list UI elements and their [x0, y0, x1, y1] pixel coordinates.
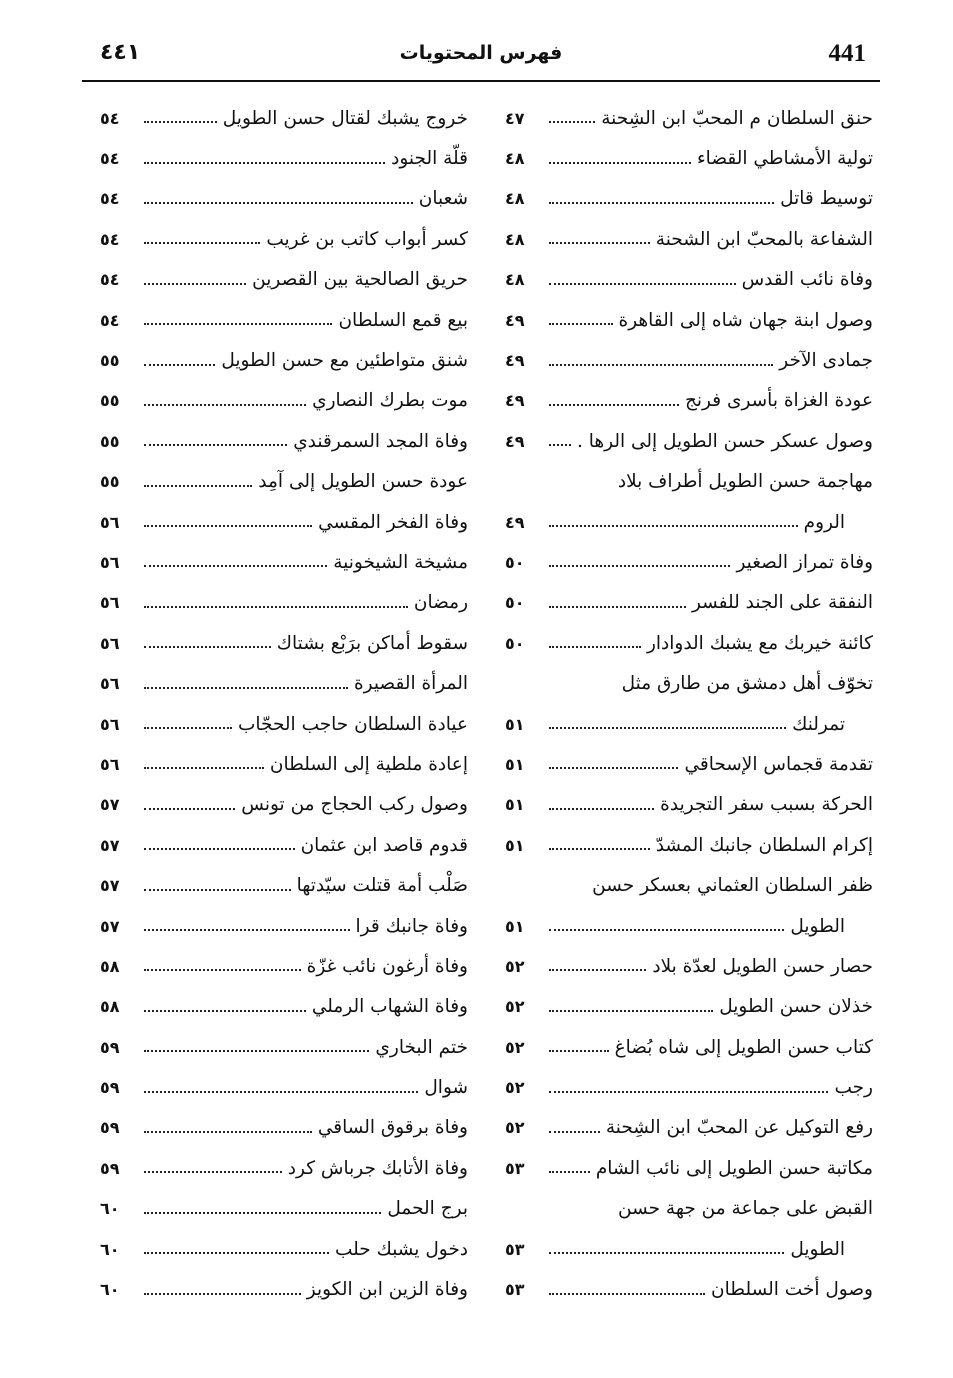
dot-leader	[144, 565, 327, 567]
toc-entry	[505, 219, 873, 259]
toc-entry-page: ٥٦	[100, 714, 120, 734]
dot-leader	[549, 1010, 713, 1012]
toc-entry-title: شوال	[424, 1077, 468, 1099]
toc-entry-page: ٥٩	[100, 1158, 120, 1178]
toc-entry-title: إكرام السلطان جانبك المشدّ	[655, 834, 873, 856]
toc-entry-title: رمضان	[413, 592, 468, 614]
toc-entry-title: دخول يشبك حلب	[335, 1238, 468, 1260]
toc-entry-page: ٥٦	[100, 754, 120, 774]
toc-entry	[100, 138, 468, 178]
toc-entry	[505, 987, 873, 1027]
dot-leader	[144, 1212, 381, 1214]
dot-leader	[144, 848, 295, 850]
toc-column-right	[505, 98, 873, 1310]
toc-entry	[505, 340, 873, 380]
toc-entry-page: ٤٩	[505, 351, 525, 371]
toc-entry-title: توسيط قاتل	[780, 188, 873, 210]
dot-leader	[144, 202, 413, 204]
toc-entry-page: ٥٣	[505, 1280, 525, 1300]
dot-leader	[144, 283, 246, 285]
toc-entry-title: برج الحمل	[387, 1198, 468, 1220]
toc-entry	[100, 825, 468, 865]
toc-entry-page: ٥٢	[505, 1078, 525, 1098]
toc-entry-page: ٥٠	[505, 552, 525, 572]
toc-column-left	[100, 98, 468, 1310]
toc-entry-page: ٥٤	[100, 310, 120, 330]
toc-entry	[505, 502, 873, 542]
toc-entry-title: وفاة برقوق الساقي	[317, 1117, 468, 1139]
toc-entry-title: كتاب حسن الطويل إلى شاه بُضاغ	[614, 1036, 873, 1058]
toc-entry-page: ٥٦	[100, 593, 120, 613]
toc-entry-page: ٥٦	[100, 512, 120, 532]
toc-entry	[100, 421, 468, 461]
dot-leader	[144, 1010, 306, 1012]
toc-entry	[100, 1229, 468, 1269]
toc-entry-title: جمادى الآخر	[779, 350, 873, 372]
toc-entry-title: الحركة بسبب سفر التجريدة	[660, 794, 873, 816]
toc-entry	[100, 744, 468, 784]
dot-leader	[144, 727, 232, 729]
toc-entry	[100, 1108, 468, 1148]
dot-leader	[549, 606, 686, 608]
toc-entry-page: ٥٢	[505, 956, 525, 976]
toc-entry-title: بيع قمع السلطان	[338, 309, 468, 331]
toc-entry-title: وصول ركب الحجاج من تونس	[241, 794, 468, 816]
dot-leader	[549, 646, 641, 648]
dot-leader	[549, 404, 679, 406]
toc-entry-page: ٥٩	[100, 1037, 120, 1057]
toc-entry-page: ٥٢	[505, 1037, 525, 1057]
toc-entry-title: وفاة الزين ابن الكويز	[306, 1279, 468, 1301]
toc-entry-title: خروج يشبك لقتال حسن الطويل	[222, 107, 468, 129]
dot-leader	[144, 606, 408, 608]
toc-entry	[505, 98, 873, 138]
toc-entry	[505, 1148, 873, 1188]
toc-entry	[505, 138, 873, 178]
toc-entry	[100, 1148, 468, 1188]
toc-entry-page: ٥٧	[100, 876, 120, 896]
dot-leader	[549, 1091, 828, 1093]
toc-entry	[100, 785, 468, 825]
dot-leader	[549, 1131, 600, 1133]
toc-entry	[100, 623, 468, 663]
toc-entry-page: ٥٣	[505, 1239, 525, 1259]
dot-leader	[549, 444, 571, 446]
dot-leader	[549, 1050, 609, 1052]
dot-leader	[549, 808, 654, 810]
toc-entry-title: سقوط أماكن برَبْع بشتاك	[276, 632, 468, 654]
toc-entry-page: ٥٧	[100, 795, 120, 815]
toc-entry-title: وفاة الأتابك جرباش كرد	[287, 1157, 468, 1179]
toc-entry-page: ٥٦	[100, 633, 120, 653]
dot-leader	[144, 444, 287, 446]
toc-entry	[505, 1189, 873, 1229]
dot-leader	[144, 929, 350, 931]
toc-entry-page: ٥٩	[100, 1118, 120, 1138]
toc-entry-title: وفاة المجد السمرقندي	[293, 430, 468, 452]
toc-entry-title: قدوم قاصد ابن عثمان	[300, 834, 468, 856]
toc-entry	[100, 381, 468, 421]
page-number-arabic: ٤٤١	[100, 40, 141, 65]
dot-leader	[144, 767, 264, 769]
toc-entry-page: ٥٥	[100, 431, 120, 451]
toc-entry-page: ٥٧	[100, 916, 120, 936]
toc-entry	[100, 502, 468, 542]
toc-entry-title: مشيخة الشيخونية	[333, 551, 468, 573]
toc-entry	[505, 744, 873, 784]
toc-entry-title: حصار حسن الطويل لعدّة بلاد	[652, 955, 873, 977]
toc-entry-title: شعبان	[418, 188, 468, 210]
dot-leader	[144, 364, 215, 366]
toc-entry-title: كسر أبواب كاتب بن غريب	[266, 228, 468, 250]
toc-entry-title: عودة الغزاة بأسرى فرنج	[684, 390, 873, 412]
dot-leader	[144, 808, 235, 810]
toc-entry-title: وفاة تمراز الصغير	[736, 551, 873, 573]
toc-entry	[100, 704, 468, 744]
toc-entry-title: وفاة الشهاب الرملي	[311, 996, 468, 1018]
dot-leader	[549, 1252, 784, 1254]
toc-entry-page: ٥٥	[100, 351, 120, 371]
dot-leader	[549, 565, 730, 567]
toc-entry-title: الشفاعة بالمحبّ ابن الشحنة	[655, 228, 873, 250]
toc-entry-page: ٤٩	[505, 512, 525, 532]
dot-leader	[549, 929, 784, 931]
toc-entry-page: ٥٠	[505, 633, 525, 653]
dot-leader	[549, 162, 691, 164]
toc-entry	[100, 1027, 468, 1067]
header-rule	[82, 80, 880, 82]
toc-entry	[505, 421, 873, 461]
dot-leader	[144, 323, 332, 325]
toc-entry-page: ٥٨	[100, 997, 120, 1017]
dot-leader	[144, 162, 385, 164]
toc-entry	[100, 1269, 468, 1309]
toc-entry-page: ٤٨	[505, 149, 525, 169]
toc-entry	[505, 542, 873, 582]
toc-entry-title: صَلْب أمة قتلت سيّدتها	[296, 875, 468, 897]
toc-entry	[505, 946, 873, 986]
toc-entry-title: عيادة السلطان حاجب الحجّاب	[237, 713, 468, 735]
toc-entry	[100, 583, 468, 623]
dot-leader	[144, 242, 260, 244]
toc-entry	[100, 1067, 468, 1107]
dot-leader	[549, 767, 678, 769]
toc-entry-page: ٥٠	[505, 593, 525, 613]
dot-leader	[144, 525, 312, 527]
toc-entry-title: رجب	[834, 1077, 873, 1099]
toc-entry	[100, 300, 468, 340]
toc-entry-page: ٥٤	[100, 189, 120, 209]
toc-entry-title: قلّة الجنود	[391, 148, 468, 170]
dot-leader	[144, 1050, 369, 1052]
toc-entry-page: ٤٩	[505, 310, 525, 330]
dot-leader	[144, 1293, 301, 1295]
toc-entry-page: ٥٤	[100, 149, 120, 169]
toc-entry	[505, 704, 873, 744]
page-header	[82, 38, 880, 82]
toc-entry-page: ٥٣	[505, 1158, 525, 1178]
toc-entry	[505, 1027, 873, 1067]
toc-entry	[505, 1269, 873, 1309]
toc-entry-page: ٥٦	[100, 674, 120, 694]
toc-entry-page: ٥٤	[100, 229, 120, 249]
toc-entry-title: حنق السلطان م المحبّ ابن الشِحنة	[601, 107, 873, 129]
toc-entry-title: تقدمة قجماس الإسحاقي	[684, 753, 873, 775]
toc-entry-title: مكاتبة حسن الطويل إلى نائب الشام	[595, 1157, 873, 1179]
toc-entry-title: تخوّف أهل دمشق من طارق مثل	[621, 673, 873, 695]
toc-entry-title: وفاة أرغون نائب غزّة	[306, 955, 468, 977]
dot-leader	[549, 727, 786, 729]
toc-entry-page: ٦٠	[100, 1239, 120, 1259]
toc-entry-title: موت بطرك النصاري	[312, 390, 468, 412]
toc-entry-title: الطويل	[790, 1238, 845, 1260]
toc-entry-page: ٥٢	[505, 1118, 525, 1138]
toc-entry-page: ٥٤	[100, 270, 120, 290]
toc-entry	[505, 462, 873, 502]
dot-leader	[549, 1171, 590, 1173]
toc-entry	[505, 381, 873, 421]
toc-entry-title: إعادة ملطية إلى السلطان	[269, 753, 468, 775]
toc-entry-title: وصول عسكر حسن الطويل إلى الرها .	[576, 430, 873, 452]
toc-entry-title: خذلان حسن الطويل	[719, 996, 873, 1018]
dot-leader	[144, 1091, 418, 1093]
toc-entry-page: ٤٨	[505, 229, 525, 249]
dot-leader	[144, 969, 301, 971]
toc-entry-title: وفاة الفخر المقسي	[318, 511, 468, 533]
dot-leader	[549, 364, 773, 366]
toc-entry	[100, 462, 468, 502]
toc-entry-page: ٤٧	[505, 108, 525, 128]
toc-entry-title: الطويل	[790, 915, 845, 937]
toc-entry	[100, 987, 468, 1027]
toc-entry	[100, 1189, 468, 1229]
toc-entry-title: النفقة على الجند للفسر	[691, 592, 873, 614]
toc-entry	[505, 179, 873, 219]
dot-leader	[549, 242, 650, 244]
toc-entry	[505, 825, 873, 865]
toc-entry	[100, 98, 468, 138]
toc-entry-page: ٥١	[505, 714, 525, 734]
toc-entry-title: ظفر السلطان العثماني بعسكر حسن	[592, 875, 873, 897]
toc-entry-page: ٦٠	[100, 1280, 120, 1300]
dot-leader	[549, 121, 595, 123]
toc-entry-page: ٥٥	[100, 472, 120, 492]
dot-leader	[144, 121, 217, 123]
toc-entry-title: تولية الأمشاطي القضاء	[696, 148, 873, 170]
toc-entry-page: ٥٨	[100, 956, 120, 976]
toc-entry-page: ٥٩	[100, 1078, 120, 1098]
toc-entry-page: ٥٦	[100, 552, 120, 572]
toc-entry-page: ٥٤	[100, 108, 120, 128]
dot-leader	[549, 525, 798, 527]
dot-leader	[144, 404, 306, 406]
toc-entry	[505, 865, 873, 905]
toc-entry-title: تمرلنك	[792, 713, 845, 735]
toc-entry-title: مهاجمة حسن الطويل أطراف بلاد	[617, 471, 873, 493]
toc-entry	[100, 260, 468, 300]
dot-leader	[549, 1293, 705, 1295]
toc-entry-title: شنق متواطئين مع حسن الطويل	[221, 350, 468, 372]
toc-entry-title: وصول ابنة جهان شاه إلى القاهرة	[618, 309, 873, 331]
dot-leader	[144, 687, 348, 689]
toc-entry-page: ٥٧	[100, 835, 120, 855]
dot-leader	[549, 848, 650, 850]
toc-entry-title: وصول أخت السلطان	[711, 1279, 873, 1301]
dot-leader	[549, 323, 613, 325]
toc-entry-page: ٤٩	[505, 391, 525, 411]
toc-entry	[505, 300, 873, 340]
dot-leader	[144, 1252, 329, 1254]
dot-leader	[144, 889, 291, 891]
page-number: 441	[828, 40, 866, 67]
toc-entry-title: القبض على جماعة من جهة حسن	[618, 1198, 873, 1220]
toc-entry-page: ٥٥	[100, 391, 120, 411]
toc-entry-title: كائنة خيربك مع يشبك الدوادار	[646, 632, 873, 654]
toc-entry	[505, 1229, 873, 1269]
toc-entry-title: عودة حسن الطويل إلى آمِد	[258, 471, 468, 493]
dot-leader	[144, 1131, 312, 1133]
toc-entry	[505, 583, 873, 623]
toc-entry	[505, 906, 873, 946]
dot-leader	[549, 202, 774, 204]
dot-leader	[144, 485, 252, 487]
toc-entry-title: رفع التوكيل عن المحبّ ابن الشِحنة	[605, 1117, 873, 1139]
toc-entry-page: ٥١	[505, 916, 525, 936]
toc-entry	[505, 785, 873, 825]
toc-entry	[505, 260, 873, 300]
toc-entry	[505, 1108, 873, 1148]
toc-entry	[100, 906, 468, 946]
toc-entry-title: وفاة نائب القدس	[741, 269, 873, 291]
toc-entry	[100, 663, 468, 703]
toc-entry	[100, 219, 468, 259]
toc-entry-page: ٥١	[505, 754, 525, 774]
toc-entry-page: ٥١	[505, 835, 525, 855]
toc-entry-page: ٤٨	[505, 189, 525, 209]
toc-entry-page: ٥٢	[505, 997, 525, 1017]
dot-leader	[144, 646, 271, 648]
toc-entry	[100, 179, 468, 219]
toc-entry	[100, 865, 468, 905]
toc-entry-page: ٤٨	[505, 270, 525, 290]
dot-leader	[549, 283, 736, 285]
dot-leader	[549, 969, 646, 971]
toc-entry	[505, 1067, 873, 1107]
page-title: فهرس المحتويات	[399, 42, 563, 64]
toc-entry-title: حريق الصالحية بين القصرين	[252, 269, 468, 291]
toc-entry-title: الروم	[803, 511, 845, 533]
toc-entry	[100, 946, 468, 986]
toc-entry	[100, 340, 468, 380]
toc-entry-page: ٦٠	[100, 1199, 120, 1219]
dot-leader	[144, 1171, 282, 1173]
toc-entry-title: وفاة جانبك قرا	[355, 915, 468, 937]
toc-entry	[505, 663, 873, 703]
toc-entry-title: ختم البخاري	[375, 1036, 468, 1058]
toc-entry-page: ٤٩	[505, 431, 525, 451]
toc-entry-title: المرأة القصيرة	[353, 673, 468, 695]
toc-entry	[505, 623, 873, 663]
toc-entry-page: ٥١	[505, 795, 525, 815]
toc-entry	[100, 542, 468, 582]
